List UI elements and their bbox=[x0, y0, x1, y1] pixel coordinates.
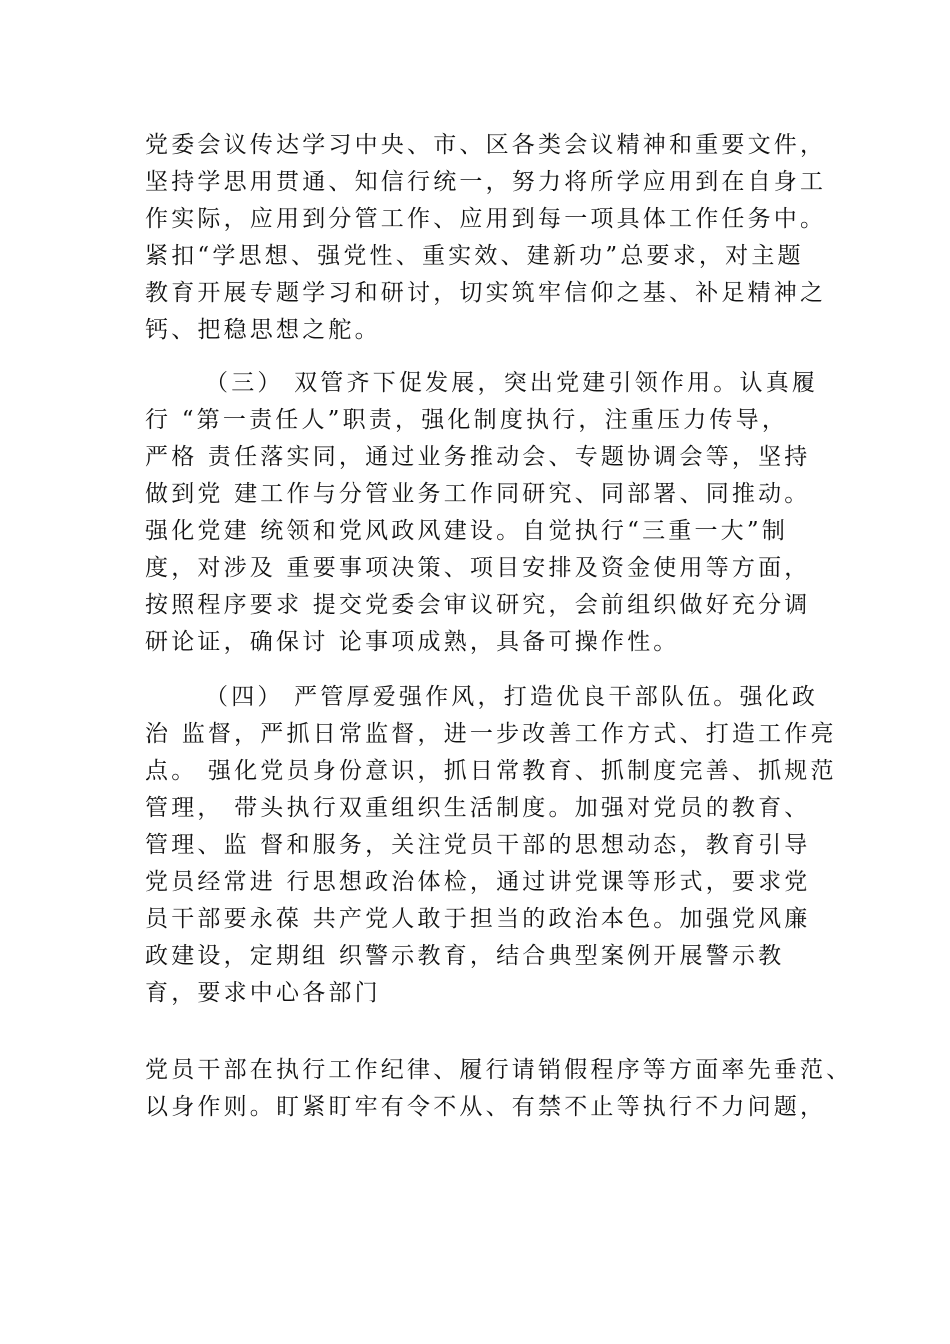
text-line: 严格 责任落实同，通过业务推动会、专题协调会等，坚持 bbox=[145, 444, 811, 470]
section-heading-line: （四） 严管厚爱强作风，打造优良干部队伍。强化政 bbox=[205, 684, 819, 710]
text-line: 按照程序要求 提交党委会审议研究，会前组织做好充分调 bbox=[145, 592, 811, 618]
section-heading-line: （三） 双管齐下促发展，突出党建引领作用。认真履 bbox=[205, 370, 819, 396]
text-line: 党委会议传达学习中央、市、区各类会议精神和重要文件， bbox=[145, 132, 827, 158]
text-line: 紧扣“学思想、强党性、重实效、建新功”总要求，对主题 bbox=[145, 243, 804, 269]
paragraph-section-4 bbox=[145, 679, 837, 1012]
text-line: 党员经常进 行思想政治体检，通过讲党课等形式，要求党 bbox=[145, 869, 811, 895]
text-line: 员干部要永葆 共产党人敢于担当的政治本色。加强党风廉 bbox=[145, 906, 811, 932]
text-line: 做到党 建工作与分管业务工作同研究、同部署、同推动。 bbox=[145, 481, 811, 507]
text-line: 强化党建 统领和党风政风建设。自觉执行“三重一大”制 bbox=[145, 518, 789, 544]
text-line: 党员干部在执行工作纪律、履行请销假程序等方面率先垂范、 bbox=[145, 1057, 853, 1083]
text-line: 行 “第一责任人”职责，强化制度执行，注重压力传导， bbox=[145, 407, 789, 433]
paragraph-1 bbox=[145, 127, 825, 349]
text-line: 教育开展专题学习和研讨，切实筑牢信仰之基、补足精神之 bbox=[145, 280, 827, 306]
text-line: 钙、把稳思想之舵。 bbox=[145, 317, 381, 343]
paragraph-section-3 bbox=[145, 365, 825, 661]
text-line: 坚持学思用贯通、知信行统一，努力将所学应用到在自身工 bbox=[145, 169, 827, 195]
text-line: 以身作则。盯紧盯牢有令不从、有禁不止等执行不力问题， bbox=[145, 1094, 827, 1120]
text-line: 管理、监 督和服务，关注党员干部的思想动态，教育引导 bbox=[145, 832, 811, 858]
text-line: 育，要求中心各部门 bbox=[145, 980, 381, 1006]
text-line: 点。 强化党员身份意识，抓日常教育、抓制度完善、抓规范 bbox=[145, 758, 837, 784]
paragraph-4 bbox=[145, 1052, 853, 1126]
text-line: 管理， 带头执行双重组织生活制度。加强对党员的教育、 bbox=[145, 795, 811, 821]
text-line: 政建设，定期组 织警示教育，结合典型案例开展警示教 bbox=[145, 943, 785, 969]
text-line: 度，对涉及 重要事项决策、项目安排及资金使用等方面， bbox=[145, 555, 811, 581]
text-line: 作实际，应用到分管工作、应用到每一项具体工作任务中。 bbox=[145, 206, 827, 232]
text-line: 治 监督，严抓日常监督，进一步改善工作方式、打造工作亮 bbox=[145, 721, 837, 747]
text-line: 研论证，确保讨 论事项成熟，具备可操作性。 bbox=[145, 629, 680, 655]
